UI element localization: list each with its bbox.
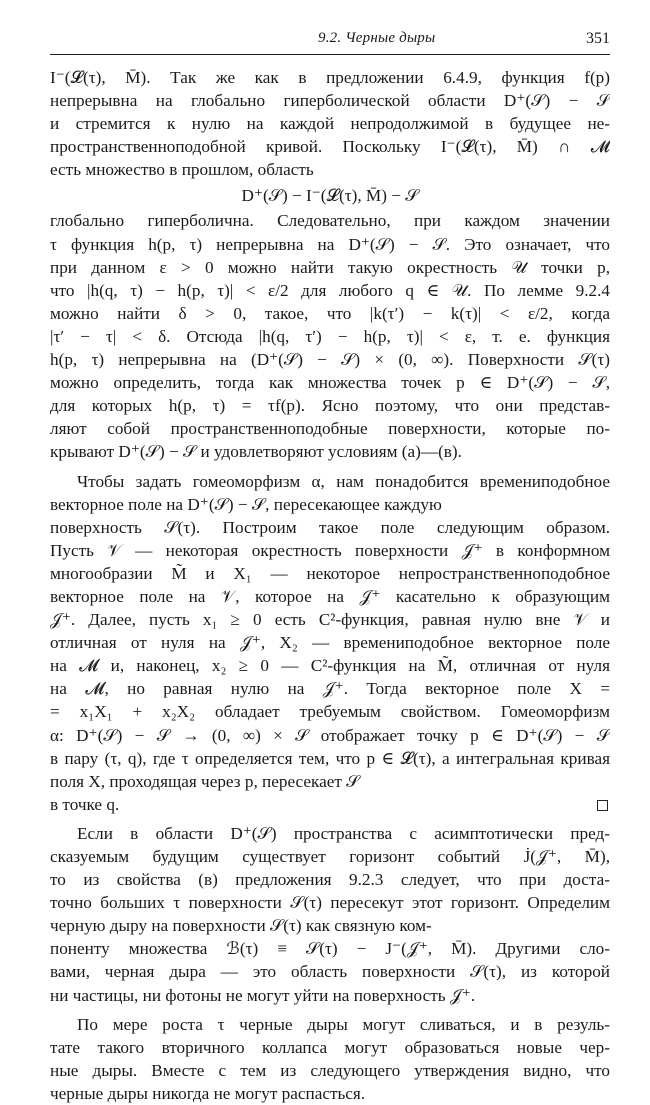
text-line: Пусть 𝒱 — некоторая окрестность поверхности 𝒥⁺ в конформном — [50, 540, 610, 560]
text-line: = x₁X₁ + x₂X₂ обладает требуемым свойством. Гомеоморфизм — [50, 702, 610, 722]
text-line: и стремится к нулю на каждой непродолжимой в будущее не- — [50, 114, 610, 134]
text-line: крывают D⁺(𝒮) − 𝒮 и удовлетворяют условиям (а)—(в). — [50, 442, 462, 462]
text-line: многообразии M̃ и X₁ — некоторое непространственноподобное — [50, 563, 610, 583]
text-line: сказуемым будущим существует горизонт событий J̇(𝒥⁺, M̄), — [50, 847, 610, 866]
running-title: 9.2. Черные дыры — [318, 30, 436, 46]
text-line: поненту множества ℬ(τ) ≡ 𝒮(τ) − J⁻(𝒥⁺, M̄). Другими сло- — [50, 939, 610, 959]
text-line: на 𝓜, но равная нулю на 𝒥⁺. Тогда векторное поле X = — [50, 679, 610, 699]
page-header — [50, 24, 610, 52]
text-line: По мере роста τ черные дыры могут сливаться, и в резуль- — [77, 1014, 610, 1034]
text-line: 𝒥⁺. Далее, пусть x₁ ≥ 0 есть C²-функция, равная нулю вне 𝒱 и — [50, 610, 610, 630]
text-line: I⁻(𝓛(τ), M̄). Так же как в предложении 6.4.9, функция f(p) — [50, 68, 610, 87]
text-line: ляют собой пространственноподобные поверхности, которые по- — [50, 419, 610, 439]
text-line: τ функция h(p, τ) непрерывна на D⁺(𝒮) − 𝒮. Это означает, что — [50, 234, 610, 254]
text-line: пространственноподобной кривой. Поскольку I⁻(𝓛(τ), M̄) ∩ 𝓜 — [50, 137, 610, 157]
header-rule — [50, 54, 610, 55]
text-line: h(p, τ) непрерывна на (D⁺(𝒮) − 𝒮) × (0, ∞). Поверхности 𝒮(τ) — [50, 350, 610, 370]
text-line: то из свойства (в) предложения 9.2.3 следует, что при доста- — [50, 870, 610, 890]
text-line: вами, черная дыра — это область поверхности 𝒮(τ), из которой — [50, 962, 610, 982]
text-fragment: в точке q. — [50, 794, 120, 814]
text-line: тате такого вторичного коллапса могут образоваться новые чер- — [50, 1037, 610, 1057]
page-body — [50, 66, 610, 1105]
text-line: |τ′ − τ| < δ. Отсюда |h(q, τ′) − h(p, τ)| < ε, т. е. функция — [50, 326, 610, 346]
text-line: α: D⁺(𝒮) − 𝒮 → (0, ∞) × 𝒮 отображает точку p ∈ D⁺(𝒮) − 𝒮 — [50, 725, 610, 745]
page-number: 351 — [586, 30, 610, 47]
text-line-last — [50, 793, 610, 816]
text-paragraph-start: Чтобы задать гомеоморфизм α, нам понадобится времениподобное векторное поле на D⁺(𝒮) − 𝒮, пересекающее каждую — [50, 471, 610, 514]
text-line: Если в области D⁺(𝒮) пространства с асимптотически пред- — [77, 823, 610, 843]
text-line: есть множество в прошлом, область — [50, 160, 314, 180]
text-line: можно определить, тогда как множества точек p ∈ D⁺(𝒮) − 𝒮, — [50, 373, 610, 393]
text-line: ные дыры. Вместе с тем из следующего утверждения видно, что — [50, 1060, 610, 1080]
text-line: векторное поле на 𝒱, которое на 𝒥⁺ касательно к образующим — [50, 586, 610, 606]
text-line: глобально гиперболична. Следовательно, при каждом значении — [50, 211, 610, 231]
text-line: отличная от нуля на 𝒥⁺, X₂ — времениподобное векторное поле — [50, 633, 610, 653]
end-of-proof-icon — [597, 800, 608, 811]
text-line: можно найти δ > 0, такое, что |k(τ′) − k(τ)| < ε/2, когда — [50, 303, 610, 323]
display-formula: D⁺(𝒮) − I⁻(𝓛(τ), M̄) − 𝒮 — [241, 186, 419, 206]
text-line: черные дыры никогда не могут распасться. — [50, 1083, 366, 1103]
text-line-wrapped: точно больших τ поверхности 𝒮(τ) пересекут этот горизонт. Определим черную дыру на поверхности 𝒮(τ) как связную ком- — [50, 893, 610, 936]
text-line: при данном ε > 0 можно найти такую окрестность 𝒰 точки p, — [50, 257, 610, 277]
text-line: непрерывна на глобально гиперболической области D⁺(𝒮) − 𝒮 — [50, 91, 610, 111]
text-line: на 𝓜 и, наконец, x₂ ≥ 0 — C²-функция на M̃, отличная от нуля — [50, 656, 610, 676]
text-line-wrapped: в пару (τ, q), где τ определяется тем, что p ∈ 𝓛(τ), а интегральная кривая поля X, проходящая через p, пересекает 𝒮 — [50, 748, 610, 791]
text-line: поверхность 𝒮(τ). Построим такое поле следующим образом. — [50, 517, 610, 537]
text-line: что |h(q, τ) − h(p, τ)| < ε/2 для любого q ∈ 𝒰. По лемме 9.2.4 — [50, 280, 610, 300]
text-line: для которых h(p, τ) = τf(p). Ясно поэтому, что они представ- — [50, 396, 610, 416]
text-line: ни частицы, ни фотоны не могут уйти на поверхность 𝒥⁺. — [50, 985, 476, 1005]
